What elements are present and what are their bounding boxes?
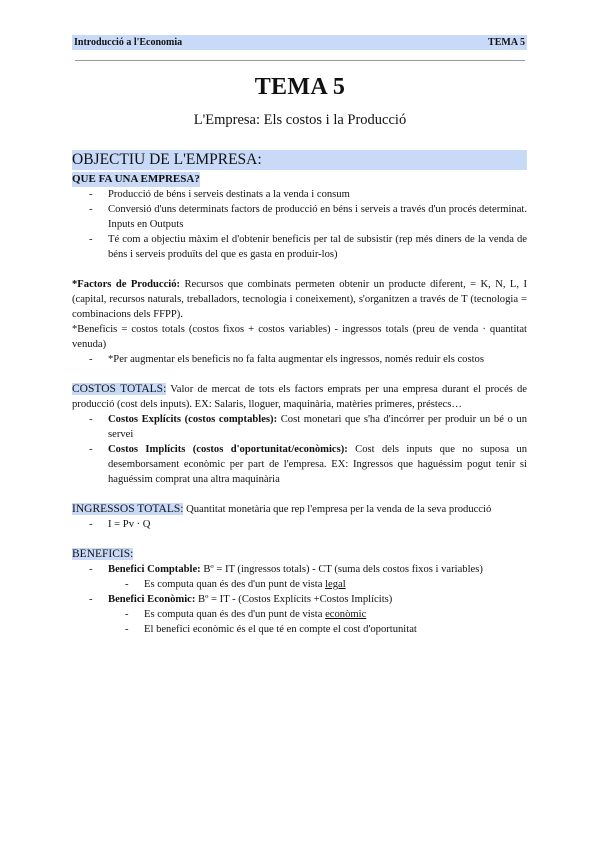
factors-paragraph [72, 277, 527, 322]
comptable-sub-underlined: legal [325, 579, 346, 590]
list-item [72, 592, 527, 637]
beneficis-paragraph: *Beneficis = costos totals (costos fixos + costos variables) - ingressos totals (preu de venda · quantitat venuda) [72, 324, 527, 350]
list-item: - El benefici econòmic és el que té en compte el cost d'oportunitat [72, 622, 527, 637]
ingressos-list [72, 517, 527, 532]
section-heading-objectiu: OBJECTIU DE L'EMPRESA: [72, 150, 527, 170]
list-item: - Té com a objectiu màxim el d'obtenir beneficis per tal de subsistir (rep més diners de la venda de béns i serveis produïts del que es gasta en produir-los) [72, 232, 527, 262]
costos-explicits-text: Cost monetari que s'ha d'incórrer per produir un bé o un servei [108, 414, 527, 440]
beneficis-types-list [72, 562, 527, 637]
economic-sublist [72, 607, 527, 637]
benefici-economic-text: Bº = IT - (Costos Explícits +Costos Implícits) [195, 594, 393, 605]
benefici-comptable-label: Benefici Comptable: [108, 564, 201, 575]
objectiu-list [72, 187, 527, 262]
list-item: - *Per augmentar els beneficis no fa falta augmentar els ingressos, només reduir els costos [72, 352, 527, 367]
factors-text: Recursos que combinats permeten obtenir un producte diferent, = K, N, L, I (capital, recursos naturals, treballadors, tecnologia i coneixement), s'organitzen a través de T (tecnologia = combinacions dels FFPP). [72, 279, 527, 320]
costos-list [72, 412, 527, 487]
costos-implicits-text: Cost dels inputs que no suposa un desemborsament econòmic per part de l'empresa. EX: Ingressos que haguéssim pogut tenir si haguéssim comprat una altra maquinària [108, 444, 527, 485]
ingressos-paragraph [72, 502, 527, 517]
costos-implicits-label: Costos Implícits (costos d'oportunitat/econòmics): [108, 444, 348, 455]
list-item [72, 562, 527, 592]
benefici-economic-label: Benefici Econòmic: [108, 594, 196, 605]
list-item [72, 577, 527, 592]
costos-paragraph [72, 382, 527, 412]
costos-label: COSTOS TOTALS: [72, 383, 167, 395]
list-item [72, 607, 527, 622]
factors-label: *Factors de Producció: [72, 279, 181, 290]
costos-text: Valor de mercat de tots els factors emprats per una empresa durant el procés de producció (cost dels inputs). EX: Salaris, lloguer, maquinària, matèries primeres, préstecs… [72, 384, 528, 410]
list-item: - I = Pv · Q [72, 517, 527, 532]
ingressos-text: Quantitat monetària que rep l'empresa per la venda de la seva producció [183, 504, 492, 515]
list-item [72, 442, 527, 487]
page-subtitle: L'Empresa: Els costos i la Producció [193, 112, 407, 128]
beneficis-list [72, 352, 527, 367]
section-heading-beneficis: BENEFICIS: [72, 548, 134, 560]
page-title: TEMA 5 [254, 74, 346, 100]
page-header [72, 35, 527, 50]
header-topic: TEMA 5 [488, 37, 525, 48]
comptable-sub-text: Es computa quan és des d'un punt de vista [144, 579, 326, 590]
ingressos-label: INGRESSOS TOTALS: [72, 503, 184, 515]
document-body [72, 150, 527, 637]
header-course: Introducció a l'Economia [74, 37, 183, 48]
list-item: - Conversió d'uns determinats factors de producció en béns i serveis a través d'un procés determinat. Inputs en Outputs [72, 202, 527, 232]
economic-sub-text: Es computa quan és des d'un punt de vista [144, 609, 326, 620]
list-item [72, 412, 527, 442]
benefici-comptable-text: Bº = IT (ingressos totals) - CT (suma dels costos fixos i variables) [200, 564, 483, 575]
list-item: - Producció de béns i serveis destinats a la venda i consum [72, 187, 527, 202]
economic-sub-underlined: econòmic [325, 609, 367, 620]
costos-explicits-label: Costos Explícits (costos comptables): [108, 414, 278, 425]
header-divider [75, 60, 525, 61]
comptable-sublist [72, 577, 527, 592]
question-heading: QUE FA UNA EMPRESA? [72, 173, 200, 185]
